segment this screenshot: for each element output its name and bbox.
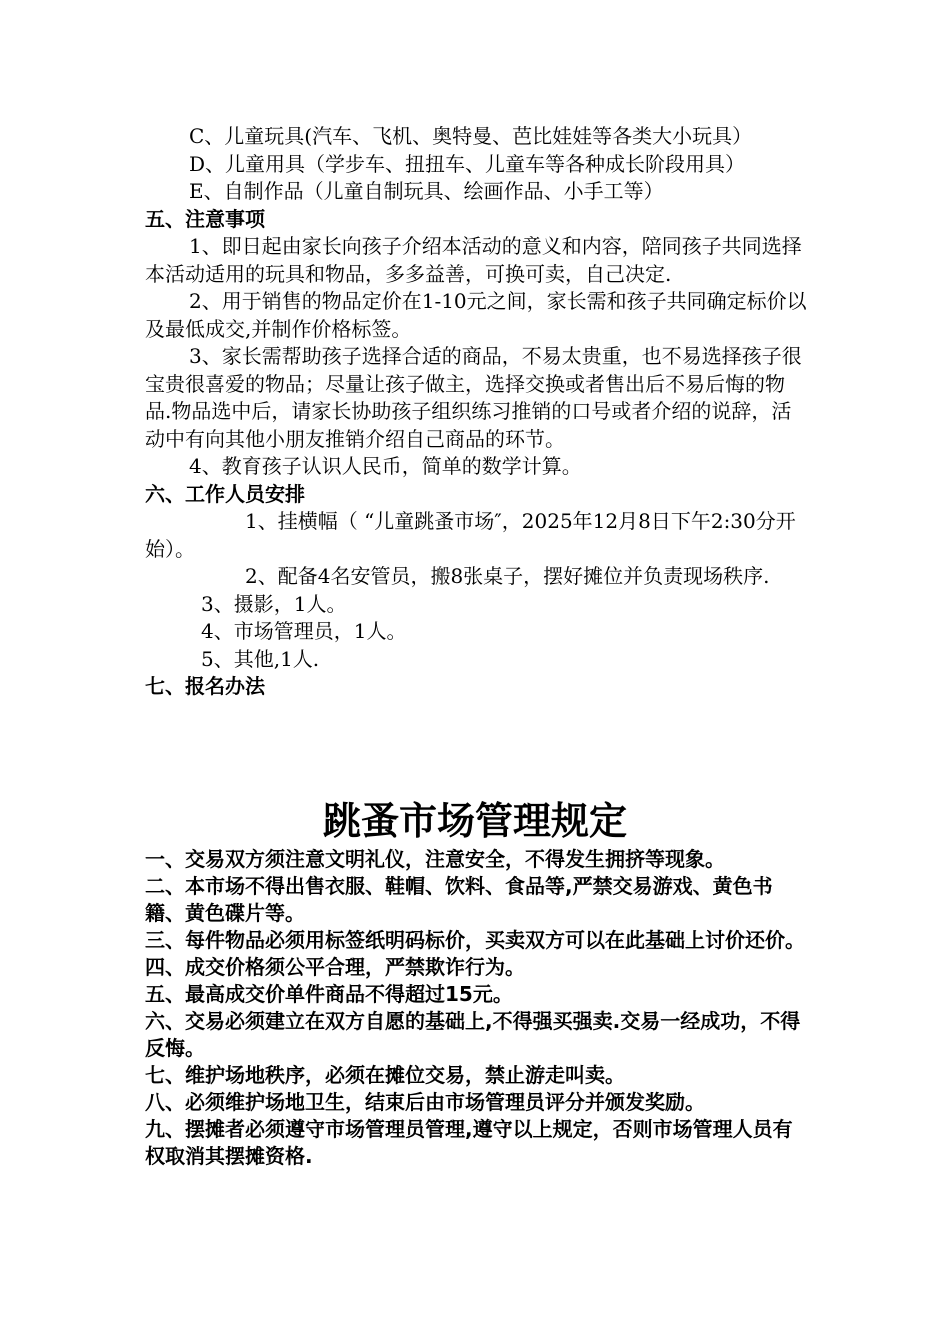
rules-list: [145, 846, 810, 1170]
staff-item-4: 4、市场管理员，1人。: [201, 619, 407, 643]
rule-item: 八、必须维护场地卫生，结束后由市场管理员评分并颁发奖励。: [145, 1090, 705, 1114]
section-heading-notes: 五、注意事项: [145, 206, 265, 231]
rule-item: 九、摆摊者必须遵守市场管理员管理,遵守以上规定，否则市场管理人员有权取消其摆摊资格.: [145, 1117, 793, 1168]
rule-item: 四、成交价格须公平合理，严禁欺诈行为。: [145, 955, 525, 979]
notes-item-2: 2、用于销售的物品定价在1-10元之间，家长需和孩子共同确定标价以及最低成交,并制作价格标签。: [145, 289, 807, 341]
notes-item-3: 3、家长需帮助孩子选择合适的商品，不易太贵重，也不易选择孩子很宝贵很喜爱的物品；尽量让孩子做主，选择交换或者售出后不易后悔的物品.物品选中后，请家长协助孩子组织练习推销的口号或者介绍的说辞，活动中有向其他小朋友推销介绍自己商品的环节。: [145, 344, 802, 451]
rule-item: 二、本市场不得出售衣服、鞋帽、饮料、食品等,严禁交易游戏、黄色书籍、黄色碟片等。: [145, 874, 773, 925]
item-handmade: E、自制作品（儿童自制玩具、绘画作品、小手工等）: [189, 179, 664, 203]
staff-item-2: 2、配备4名安管员，搬8张桌子，摆好摊位并负责现场秩序.: [245, 564, 770, 588]
staff-item-3: 3、摄影，1人。: [201, 591, 347, 616]
rule-item: 一、交易双方须注意文明礼仪，注意安全，不得发生拥挤等现象。: [145, 847, 725, 871]
staff-item-1: 1、挂横幅（ “儿童跳蚤市场″，2025年12月8日下午2:30分开始）。: [145, 509, 796, 561]
section-heading-registration: 七、报名办法: [145, 674, 265, 698]
rule-item: 三、每件物品必须用标签纸明码标价，买卖双方可以在此基础上讨价还价。: [145, 928, 805, 952]
staff-item-5: 5、其他,1人.: [201, 646, 320, 671]
rule-item: 六、交易必须建立在双方自愿的基础上,不得强买强卖.交易一经成功，不得反悔。: [145, 1009, 801, 1060]
item-toys: C、儿童玩具(汽车、飞机、奥特曼、芭比娃娃等各类大小玩具）: [189, 124, 753, 148]
page-title: 跳蚤市场管理规定: [322, 798, 627, 843]
item-supplies: D、儿童用具（学步车、扭扭车、儿童车等各种成长阶段用具）: [189, 151, 746, 176]
activity-plan-section: [145, 123, 810, 701]
notes-item-4: 4、教育孩子认识人民币，简单的数学计算。: [189, 454, 582, 478]
rule-item: 五、最高成交价单件商品不得超过15元。: [145, 982, 513, 1006]
rule-item: 七、维护场地秩序，必须在摊位交易，禁止游走叫卖。: [145, 1063, 625, 1087]
notes-item-1: 1、即日起由家长向孩子介绍本活动的意义和内容，陪同孩子共同选择本活动适用的玩具和物品，多多益善，可换可卖，自己决定.: [145, 234, 802, 286]
section-heading-staff: 六、工作人员安排: [145, 481, 305, 506]
